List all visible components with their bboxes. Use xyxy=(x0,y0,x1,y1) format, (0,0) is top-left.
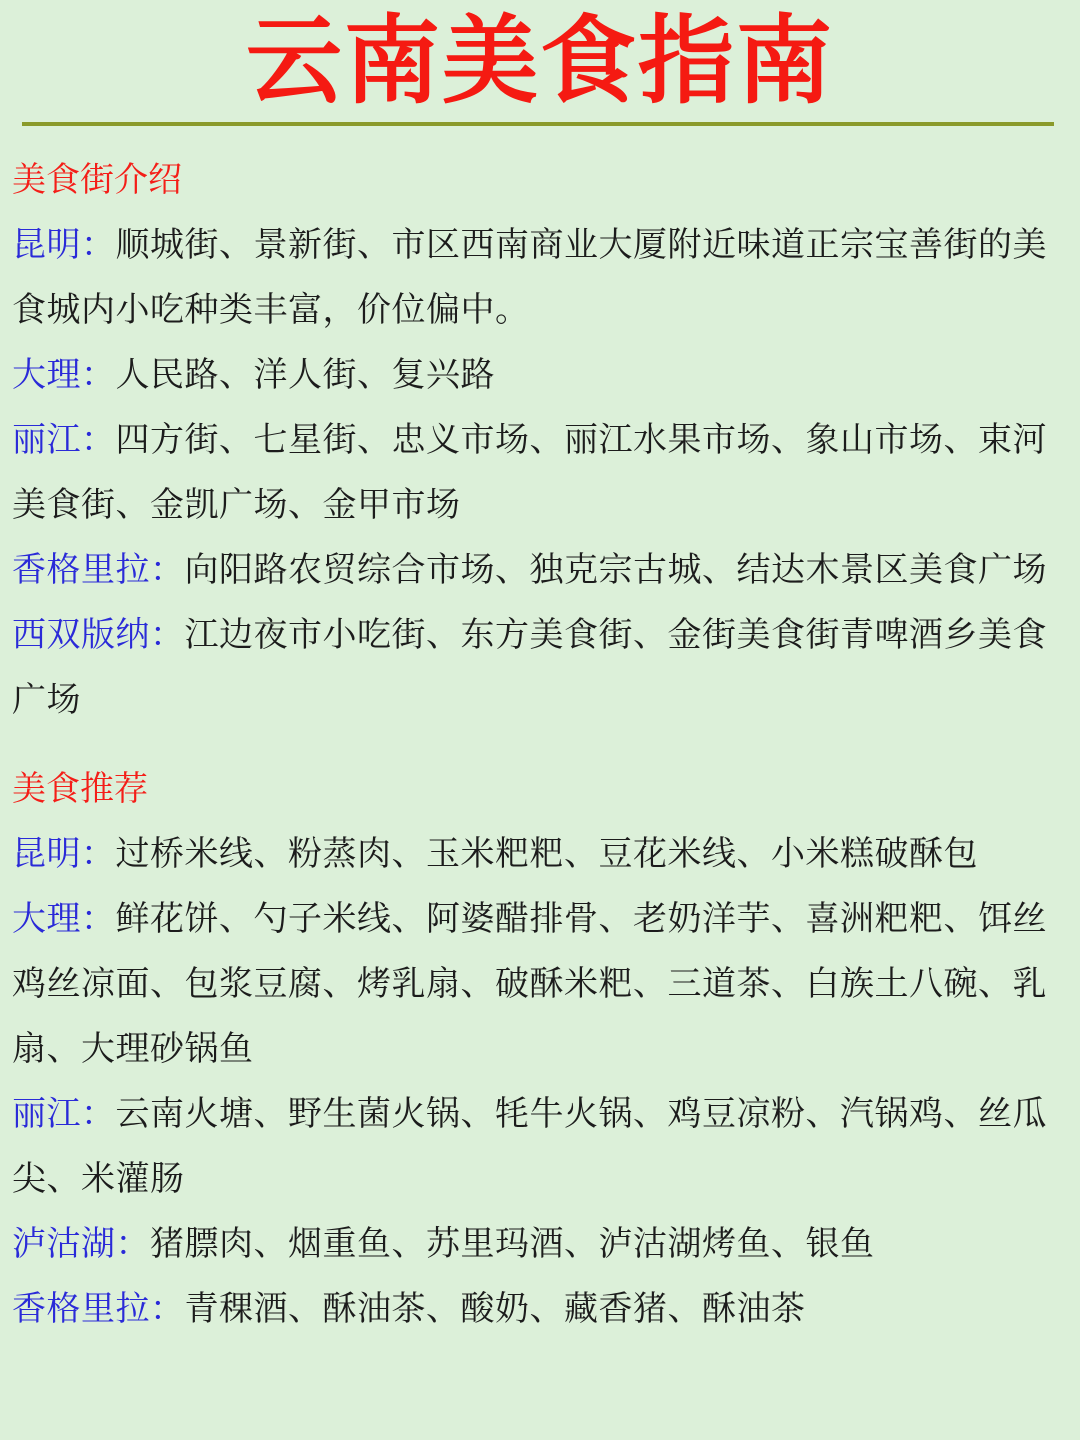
street-entry-kunming xyxy=(12,213,1072,343)
place-separator: ： xyxy=(150,1289,185,1329)
place-separator: ： xyxy=(150,550,185,590)
place-separator: ： xyxy=(81,899,116,939)
guide-content xyxy=(12,148,1072,1342)
food-entry-lijiang xyxy=(12,1082,1072,1212)
entry-text: 向阳路农贸综合市场、独克宗古城、结达木景区美食广场 xyxy=(184,550,1047,590)
place-name: 昆明 xyxy=(12,225,81,265)
place-name: 大理 xyxy=(12,899,81,939)
food-entry-kunming xyxy=(12,822,1072,887)
place-separator: ： xyxy=(81,420,116,460)
place-separator: ： xyxy=(150,615,185,655)
entry-text: 云南火塘、野生菌火锅、牦牛火锅、鸡豆凉粉、汽锅鸡、丝瓜尖、米灌肠 xyxy=(12,1094,1047,1199)
place-name: 香格里拉 xyxy=(12,550,150,590)
section-spacer xyxy=(12,733,1072,757)
place-name: 丽江 xyxy=(12,420,81,460)
place-name: 昆明 xyxy=(12,834,81,874)
street-entry-lijiang xyxy=(12,408,1072,538)
place-name: 西双版纳 xyxy=(12,615,150,655)
entry-text: 人民路、洋人街、复兴路 xyxy=(115,355,495,395)
place-name: 泸沽湖 xyxy=(12,1224,116,1264)
food-entry-shangrila xyxy=(12,1277,1072,1342)
food-entry-dali xyxy=(12,887,1072,1082)
place-separator: ： xyxy=(81,225,116,265)
street-entry-xishuangbanna xyxy=(12,603,1072,733)
section-heading-streets: 美食街介绍 xyxy=(12,160,182,200)
section-heading-recommend: 美食推荐 xyxy=(12,769,148,809)
place-separator: ： xyxy=(81,834,116,874)
food-entry-lugu-lake xyxy=(12,1212,1072,1277)
entry-text: 四方街、七星街、忠义市场、丽江水果市场、象山市场、束河美食街、金凯广场、金甲市场 xyxy=(12,420,1047,525)
place-separator: ： xyxy=(81,355,116,395)
entry-text: 顺城街、景新街、市区西南商业大厦附近味道正宗宝善街的美食城内小吃种类丰富，价位偏中。 xyxy=(12,225,1047,330)
place-name: 丽江 xyxy=(12,1094,81,1134)
place-separator: ： xyxy=(81,1094,116,1134)
entry-text: 江边夜市小吃街、东方美食街、金街美食街青啤酒乡美食广场 xyxy=(12,615,1047,720)
entry-text: 猪膘肉、烟重鱼、苏里玛酒、泸沽湖烤鱼、银鱼 xyxy=(150,1224,875,1264)
place-name: 香格里拉 xyxy=(12,1289,150,1329)
entry-text: 鲜花饼、勺子米线、阿婆醋排骨、老奶洋芋、喜洲粑粑、饵丝鸡丝凉面、包浆豆腐、烤乳扇、破酥米粑、三道茶、白族土八碗、乳扇、大理砂锅鱼 xyxy=(12,899,1047,1069)
place-name: 大理 xyxy=(12,355,81,395)
place-separator: ： xyxy=(115,1224,150,1264)
street-entry-shangrila xyxy=(12,538,1072,603)
page-title: 云南美食指南 xyxy=(246,5,834,117)
entry-text: 青稞酒、酥油茶、酸奶、藏香猪、酥油茶 xyxy=(184,1289,806,1329)
entry-text: 过桥米线、粉蒸肉、玉米粑粑、豆花米线、小米糕破酥包 xyxy=(115,834,978,874)
title-divider xyxy=(22,122,1054,126)
street-entry-dali xyxy=(12,343,1072,408)
